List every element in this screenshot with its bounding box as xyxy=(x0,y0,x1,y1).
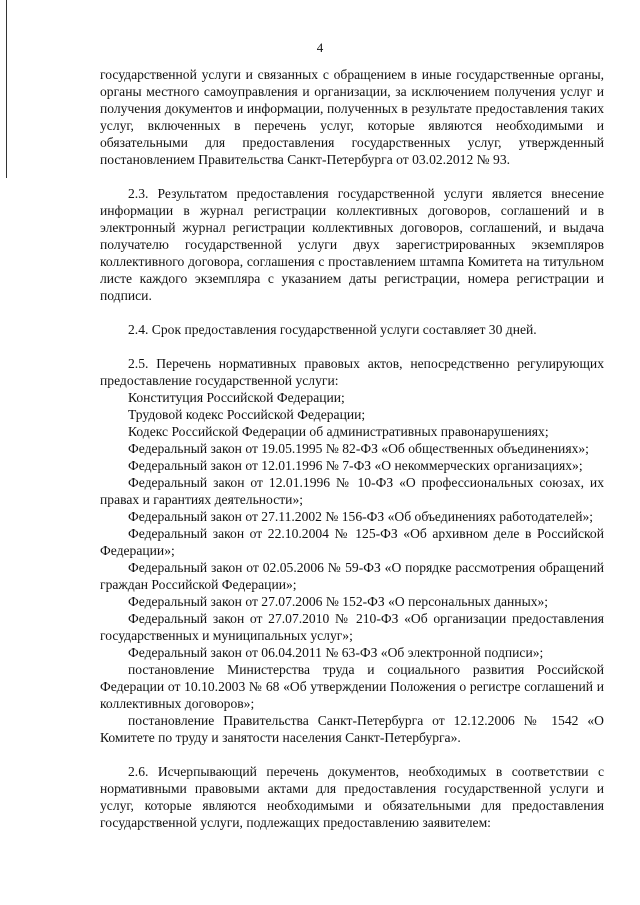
legal-act-item: постановление Министерства труда и социального развития Российской Федерации от 10.10.2003 № 68 «Об утверждении Положения о регистре соглашений и коллективных договоров»; xyxy=(100,662,604,711)
section-2-3: 2.3. Результатом предоставления государственной услуги является внесение информации в журнал регистрации коллективных договоров, соглашений и в электронный журнал регистрации коллективных договоров, соглашений, и выдача получателю государственной услуги двух зарегистрированных экземпляров коллективного договора, соглашения с проставлением штампа Комитета на титульном листе каждого экземпляра с указанием даты регистрации, номера регистрации и подписи. xyxy=(100,186,604,303)
legal-act-item: Федеральный закон от 22.10.2004 № 125-ФЗ «Об архивном деле в Российской Федерации»; xyxy=(100,526,604,558)
legal-act-item: Федеральный закон от 27.07.2010 № 210-ФЗ «Об организации предоставления государственных и муниципальных услуг»; xyxy=(100,611,604,643)
margin-line xyxy=(6,0,7,178)
legal-act-item: постановление Правительства Санкт-Петербурга от 12.12.2006 № 1542 «О Комитете по труду и занятости населения Санкт-Петербурга». xyxy=(100,713,604,745)
legal-act-item: Федеральный закон от 12.01.1996 № 7-ФЗ «О некоммерческих организациях»; xyxy=(128,458,583,473)
section-2-4: 2.4. Срок предоставления государственной услуги составляет 30 дней. xyxy=(128,322,537,337)
section-2-5-intro: 2.5. Перечень нормативных правовых актов, непосредственно регулирующих предоставление государственной услуги: xyxy=(100,356,604,388)
intro-paragraph: государственной услуги и связанных с обращением в иные государственные органы, органы местного самоуправления и организации, за исключением получения услуг и получения документов и информации, полученных в результате предоставления таких услуг, включенных в перечень услуг, которые являются необходимыми и обязательными для предоставления государственных услуг, утвержденный постановлением Правительства Санкт-Петербурга от 03.02.2012 № 93. xyxy=(100,67,604,167)
legal-act-item: Федеральный закон от 06.04.2011 № 63-ФЗ «Об электронной подписи»; xyxy=(128,645,544,660)
legal-act-item: Федеральный закон от 12.01.1996 № 10-ФЗ «О профессиональных союзах, их правах и гарантиях деятельности»; xyxy=(100,475,604,507)
section-2-6: 2.6. Исчерпывающий перечень документов, необходимых в соответствии с нормативными правовыми актами для предоставления государственной услуги и услуг, которые являются необходимыми и обязательными для предоставления государственной услуги, подлежащих предоставлению заявителем: xyxy=(100,764,604,830)
legal-act-item: Федеральный закон от 27.11.2002 № 156-ФЗ «Об объединениях работодателей»; xyxy=(128,509,594,524)
legal-act-item: Федеральный закон от 02.05.2006 № 59-ФЗ «О порядке рассмотрения обращений граждан Российской Федерации»; xyxy=(100,560,604,592)
legal-act-item: Конституция Российской Федерации; xyxy=(128,390,345,405)
legal-act-item: Федеральный закон от 19.05.1995 № 82-ФЗ «Об общественных объединениях»; xyxy=(128,441,589,456)
legal-act-item: Трудовой кодекс Российской Федерации; xyxy=(128,407,366,422)
legal-act-item: Федеральный закон от 27.07.2006 № 152-ФЗ «О персональных данных»; xyxy=(128,594,549,609)
document-body xyxy=(100,66,604,831)
legal-act-item: Кодекс Российской Федерации об административных правонарушениях; xyxy=(128,424,549,439)
page-number: 4 xyxy=(316,40,324,55)
